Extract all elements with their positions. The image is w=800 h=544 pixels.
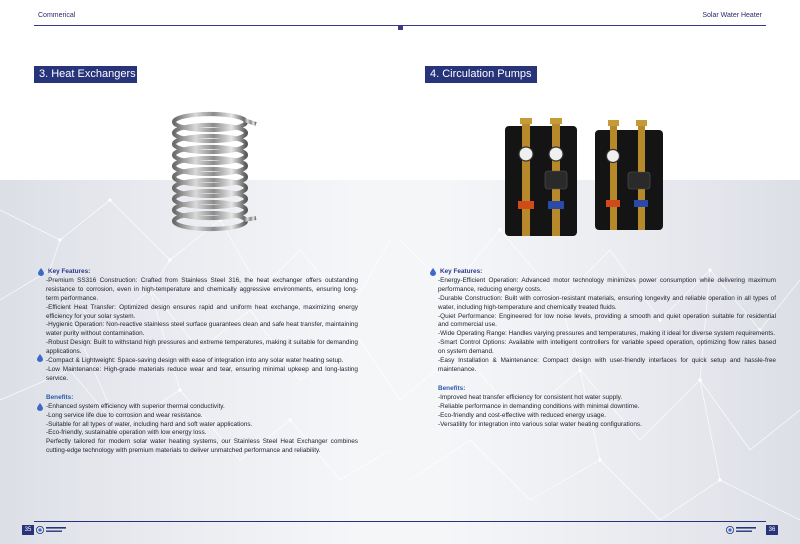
feature-item: -Smart Control Options: Available with intelligent controllers for variable speed operation, optimizing flow rates based on system demand. <box>438 339 776 356</box>
header-product-line: Solar Water Heater <box>702 12 762 19</box>
benefit-item: -Versatility for integration into various solar water heating configurations. <box>438 420 642 428</box>
water-drop-icon <box>37 354 43 362</box>
feature-item: -Efficient Heat Transfer: Optimized design ensures rapid and uniform heat exchange, maximizing energy efficiency for your solar system. <box>46 303 358 320</box>
section-title-circulation-pumps: 4. Circulation Pumps <box>425 66 537 83</box>
logo-emblem-icon <box>36 526 44 534</box>
water-drop-icon <box>430 268 436 276</box>
page-header <box>0 0 800 30</box>
company-logo <box>36 525 68 535</box>
benefit-item: -Long service life due to corrosion and wear resistance. <box>46 411 203 419</box>
feature-item: -Low Maintenance: High-grade materials reduce wear and tear, ensuring minimal upkeep and long-lasting service. <box>46 365 358 382</box>
heat-exchanger-details <box>38 268 358 456</box>
benefit-item: -Suitable for all types of water, including hard and soft water applications. <box>46 420 253 428</box>
page-number-right: 36 <box>766 525 778 535</box>
feature-item: -Quiet Performance: Engineered for low noise levels, providing a smooth and quiet operation suitable for residential and commercial use. <box>438 312 776 329</box>
heat-exchanger-coil-image <box>160 100 260 240</box>
header-category: Commerical <box>38 12 76 19</box>
logo-emblem-icon <box>726 526 734 534</box>
benefit-item: -Eco-friendly and cost-effective with reduced energy usage. <box>438 411 606 419</box>
circulation-pump-details <box>430 268 776 429</box>
summary-paragraph: Perfectly tailored for modern solar water heating systems, our Stainless Steel Heat Exchanger combines cutting-edge technology with premium materials to deliver unmatched performance and reliability. <box>46 438 358 455</box>
feature-item: -Robust Design: Built to withstand high pressures and extreme temperatures, making it suitable for demanding applications. <box>46 339 358 356</box>
feature-item: -Premium SS316 Construction: Crafted from Stainless Steel 316, the heat exchanger offers outstanding resistance to corrosion, even in high-temperature and chemically aggressive environments, ensuring long-term performance. <box>46 276 358 302</box>
feature-item: -Hygienic Operation: Non-reactive stainless steel surface guarantees clean and safe heat transfer, maintaining water purity without contamination. <box>46 321 358 338</box>
benefit-item: -Improved heat transfer efficiency for consistent hot water supply. <box>438 393 623 401</box>
benefit-item: -Reliable performance in demanding conditions with minimal downtime. <box>438 402 640 410</box>
features-heading: Key Features: <box>48 268 91 275</box>
features-heading-row <box>38 268 358 277</box>
water-drop-icon <box>37 403 43 411</box>
page-number-left: 35 <box>22 525 34 535</box>
benefit-item: -Eco-friendly, sustainable operation with low energy loss. <box>46 429 207 437</box>
features-heading-row <box>430 268 776 277</box>
feature-item: -Compact & Lightweight: Space-saving design with ease of integration into any solar water heating setup. <box>46 357 344 365</box>
company-logo <box>726 525 758 535</box>
benefits-heading: Benefits: <box>438 384 466 392</box>
circulation-pump-stations-image <box>500 116 670 246</box>
feature-item: -Durable Construction: Built with corrosion-resistant materials, ensuring longevity and reliable operation in all types of water, including high-temperature and chemically treated fluids. <box>438 294 776 311</box>
benefit-item: -Enhanced system efficiency with superior thermal conductivity. <box>46 402 225 410</box>
water-drop-icon <box>38 268 44 276</box>
features-heading: Key Features: <box>440 268 483 275</box>
benefits-heading: Benefits: <box>46 393 74 401</box>
header-divider-mark <box>398 25 403 30</box>
footer-divider <box>34 521 766 522</box>
feature-item: -Energy-Efficient Operation: Advanced motor technology minimizes power consumption while delivering maximum performance, reducing energy costs. <box>438 276 776 293</box>
feature-item: -Easy Installation & Maintenance: Compact design with user-friendly interfaces for quick setup and hassle-free maintenance. <box>438 357 776 373</box>
logo-wordmark <box>46 526 68 534</box>
logo-wordmark <box>736 526 758 534</box>
section-title-heat-exchangers: 3. Heat Exchangers <box>34 66 137 83</box>
feature-item: -Wide Operating Range: Handles varying pressures and temperatures, making it ideal for diverse system requirements. <box>438 330 776 338</box>
